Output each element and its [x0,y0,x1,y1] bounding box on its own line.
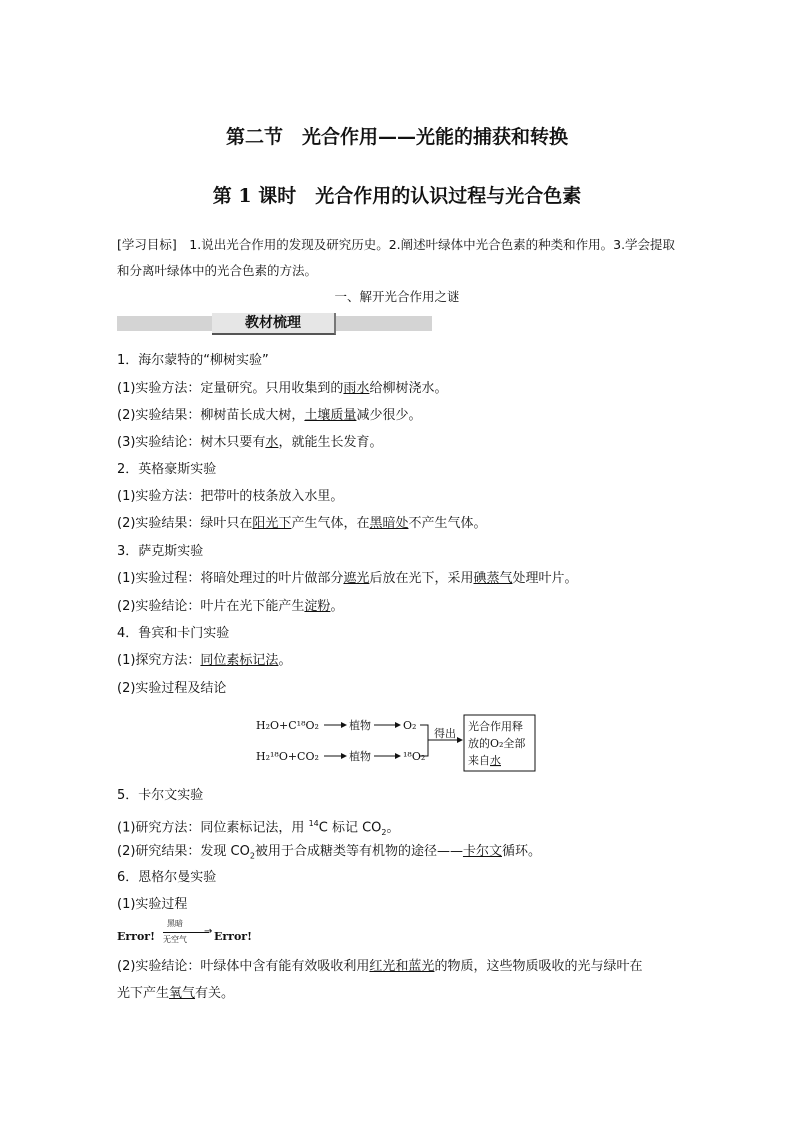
item-2-method: (1)实验方法：把带叶的枝条放入水里。 [117,489,344,504]
item-3-heading: 3．萨克斯实验 [117,544,204,559]
row1-plant: 植物 [349,719,371,732]
item-6-conclusion-line2: 光下产生氧气有关。 [117,986,235,1001]
item-5-method: (1)研究方法：同位素标记法，用 $^{14}$C 标记 $CO_2$。 [117,819,400,837]
section-band-label: 教材梳理 [212,313,336,335]
box-line-3: 来自水 [468,754,501,767]
row1-reactants: H₂O+C¹⁸O₂ [256,719,319,732]
box-line-1: 光合作用释 [468,720,523,733]
item-6-process: (1)实验过程 [117,897,188,912]
formula-arrow-head: → [204,926,213,937]
formula-arrow-line [163,932,209,933]
goal-text: 1.说出光合作用的发现及研究历史。2.阐述叶绿体中光合色素的种类和作用。3.学会提取和分离叶绿体中的光合色素的方法。 [117,237,676,278]
item-2-heading: 2．英格豪斯实验 [117,462,217,477]
item-5-result: (2)研究结果：发现 $CO_2$被用于合成糖类等有机物的途径——卡尔文循环。 [117,844,541,861]
row1-product: O₂ [403,719,417,732]
item-2-result: (2)实验结果：绿叶只在阳光下产生气体，在黑暗处不产生气体。 [117,516,487,531]
item-1-method: (1)实验方法：定量研究。只用收集到的雨水给柳树浇水。 [117,381,448,396]
item-5-heading: 5．卡尔文实验 [117,788,204,803]
item-4-heading: 4．鲁宾和卡门实验 [117,626,230,641]
section-heading: 一、解开光合作用之谜 [334,289,460,304]
box-line-2: 放的O₂全部 [468,737,526,750]
ruben-kamen-diagram [250,712,550,774]
page-title: 第二节 光合作用——光能的捕获和转换 [225,126,568,148]
row2-product: ¹⁸O₂ [403,750,426,763]
formula-condition-top: 黑暗 [167,919,183,928]
learning-goals [117,232,682,284]
page-subtitle: 第 1 课时 光合作用的认识过程与光合色素 [212,185,582,207]
row2-reactants: H₂¹⁸O+CO₂ [256,750,319,763]
item-3-conclusion: (2)实验结论：叶片在光下能产生淀粉。 [117,599,344,614]
formula-error-right: Error! [214,930,252,943]
item-3-process: (1)实验过程：将暗处理过的叶片做部分遮光后放在光下，采用碘蒸气处理叶片。 [117,571,578,586]
goal-tag: [学习目标] [117,237,177,252]
item-1-conclusion: (3)实验结论：树木只要有水，就能生长发育。 [117,435,383,450]
item-6-heading: 6．恩格尔曼实验 [117,870,217,885]
row2-plant: 植物 [349,750,371,763]
item-4-method: (1)探究方法：同位素标记法。 [117,653,292,668]
engelmann-formula [117,918,317,948]
item-4-process: (2)实验过程及结论 [117,681,227,696]
derive-label: 得出 [434,727,456,740]
formula-error-left: Error! [117,930,155,943]
item-1-result: (2)实验结果：柳树苗长成大树，土壤质量减少很少。 [117,408,422,423]
item-6-conclusion-line1: (2)实验结论：叶绿体中含有能有效吸收利用红光和蓝光的物质，这些物质吸收的光与绿叶在 [117,959,643,974]
formula-condition-bottom: 无空气 [163,935,187,944]
item-1-heading: 1．海尔蒙特的“柳树实验” [117,353,269,368]
